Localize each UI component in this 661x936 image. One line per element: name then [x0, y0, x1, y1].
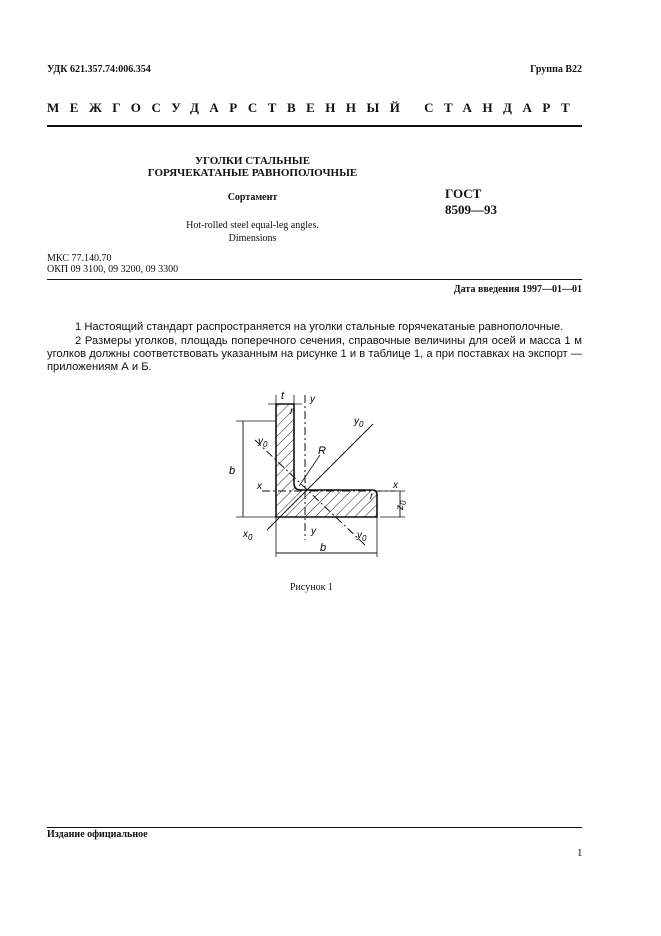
label-y0-bottom: [356, 530, 367, 543]
label-b-vertical: b: [229, 465, 236, 477]
label-y0-top: [353, 416, 364, 429]
label-y0-left-main: y: [258, 436, 263, 447]
label-R: R: [318, 445, 326, 457]
banner-interstate-standard: МЕЖГОСУДАРСТВЕННЫЙ СТАНДАРТ: [47, 100, 581, 115]
label-b-horizontal: b: [320, 542, 327, 554]
label-t: t: [281, 390, 285, 402]
gost-block: [445, 186, 497, 218]
label-x-left: x: [257, 481, 262, 492]
banner-rule: [47, 125, 582, 127]
edition-note: Издание официальное: [47, 829, 148, 840]
mks-code: МКС 77.140.70: [47, 253, 112, 264]
label-x-right: x: [393, 480, 398, 491]
radius-leader: [299, 455, 320, 486]
label-y0-top-main: y: [354, 416, 359, 427]
group-code: Группа В22: [530, 64, 582, 75]
figure-caption: Рисунок 1: [290, 582, 333, 593]
title-line-1: УГОЛКИ СТАЛЬНЫЕ: [194, 155, 311, 167]
label-z0-main: z: [395, 505, 406, 510]
title-subtitle: Сортамент: [227, 192, 278, 203]
label-y0-bottom-main: y: [357, 530, 362, 541]
english-title: [120, 219, 385, 245]
meta-rule: [47, 279, 582, 280]
label-y0-bottom-sub: 0: [362, 534, 367, 543]
label-r-top: r: [290, 406, 294, 417]
label-r-right: r: [370, 491, 374, 502]
page-number: 1: [577, 847, 583, 859]
label-x0: [242, 529, 253, 542]
label-x0-sub: 0: [248, 533, 253, 542]
label-y-bottom: y: [311, 526, 316, 537]
effective-date: Дата введения 1997—01—01: [453, 284, 582, 295]
paragraph-2: 2 Размеры уголков, площадь поперечного сечения, справочные величины для осей и масса 1 м уголков должны соответствовать указанным на рисунке 1 и в таблице 1, а при поставках на экспорт — приложениям А и Б.: [47, 335, 582, 373]
label-y-top: y: [310, 394, 315, 405]
label-y0-left-sub: 0: [263, 440, 268, 449]
label-z0: [395, 500, 408, 511]
label-z0-sub: 0: [399, 500, 408, 505]
label-y0-top-sub: 0: [359, 420, 364, 429]
gost-number: 8509—93: [445, 202, 497, 217]
english-title-line-1: Hot-rolled steel equal-leg angles.: [186, 220, 319, 231]
label-y0-left: [257, 436, 268, 449]
paragraph-1: 1 Настоящий стандарт распространяется на уголки стальные горячекатаные равнополочные.: [75, 321, 564, 333]
figure-angle-profile: [225, 385, 425, 565]
gost-label: ГОСТ: [445, 186, 482, 201]
okp-code: ОКП 09 3100, 09 3200, 09 3300: [47, 264, 179, 275]
label-x0-main: x: [243, 529, 248, 540]
udc-code: УДК 621.357.74:006.354: [47, 64, 151, 75]
english-title-line-2: Dimensions: [228, 233, 277, 244]
title-line-2: ГОРЯЧЕКАТАНЫЕ РАВНОПОЛОЧНЫЕ: [147, 167, 358, 179]
footer-rule: [47, 827, 582, 828]
